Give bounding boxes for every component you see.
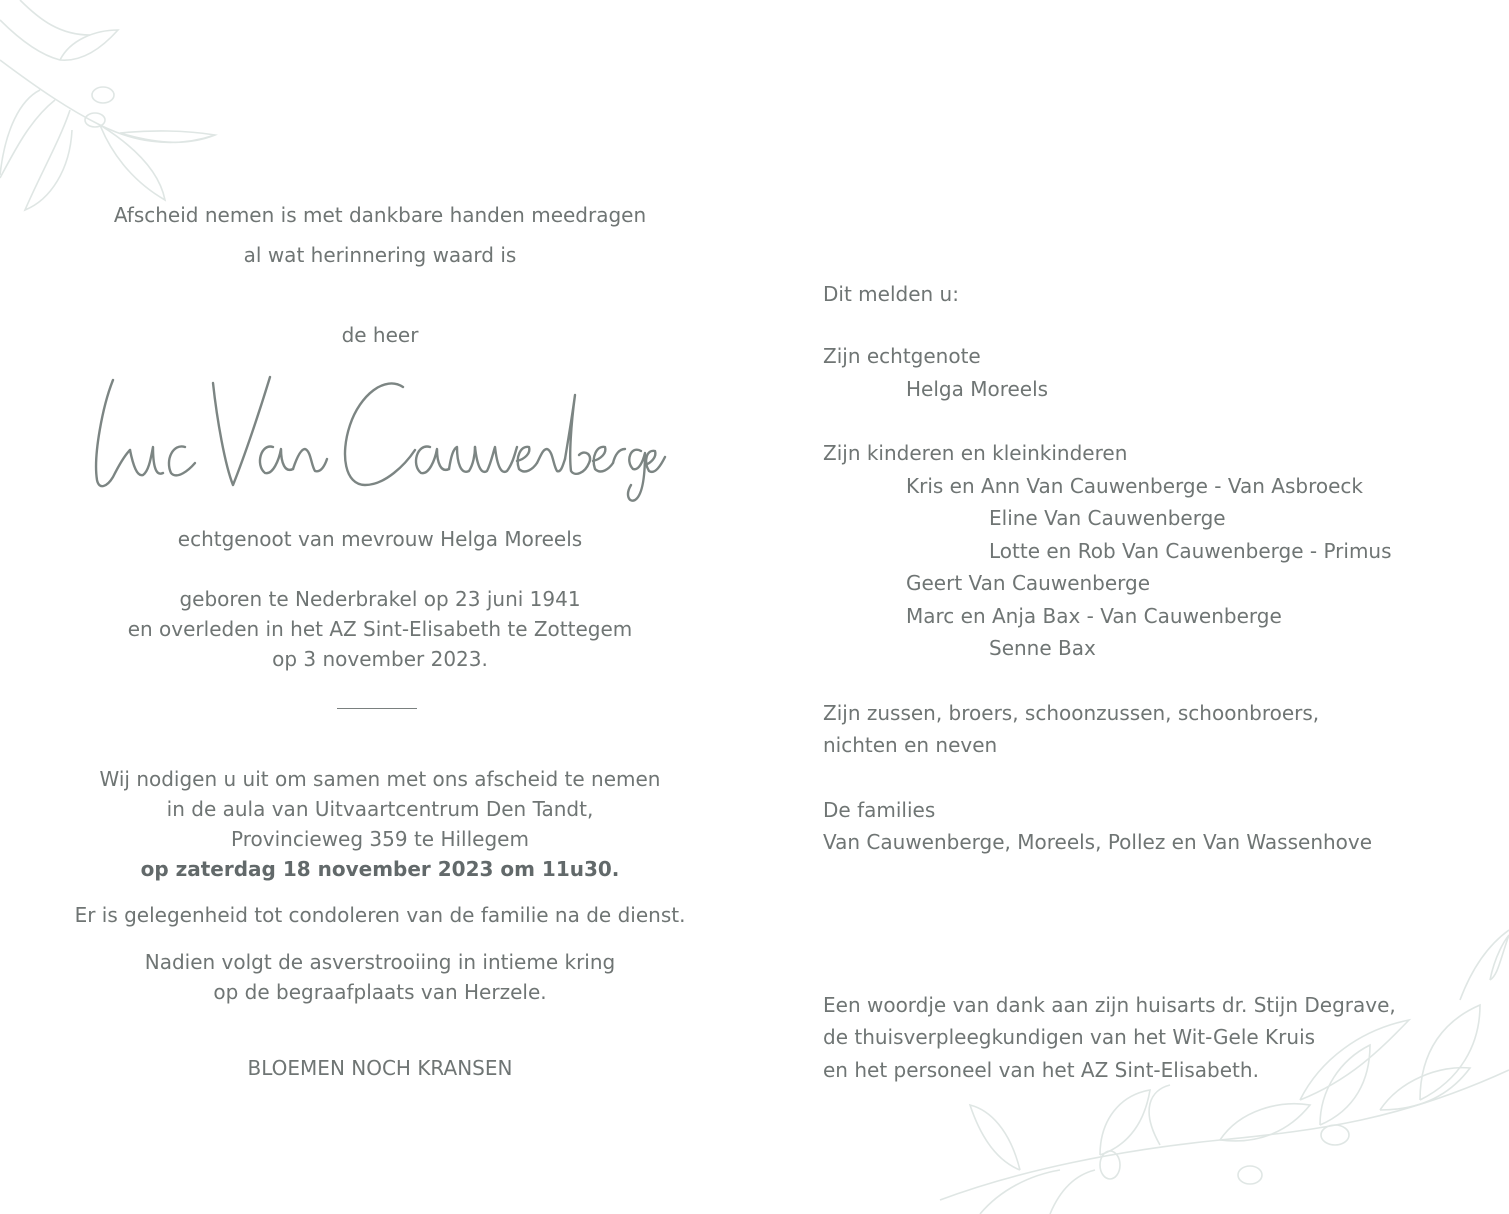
thanks-line-1: Een woordje van dank aan zijn huisarts dr. Stijn Degrave, [823,993,1396,1017]
quote-line-1: Afscheid nemen is met dankbare handen meedragen [113,203,647,227]
title-honorific: de heer [341,323,419,347]
family-line: Kris en Ann Van Cauwenberge - Van Asbroeck [906,474,1363,498]
died-line: en overleden in het AZ Sint-Elisabeth te Zottegem [127,617,633,641]
family-line: Senne Bax [989,636,1096,660]
deceased-name-signature [85,365,675,505]
children-heading: Zijn kinderen en kleinkinderen [823,441,1128,465]
spouse-name: Helga Moreels [906,377,1049,401]
families-names: Van Cauwenberge, Moreels, Pollez en Van Wassenhove [823,830,1373,854]
thanks-line-3: en het personeel van het AZ Sint-Elisabeth. [823,1058,1259,1082]
family-line: Marc en Anja Bax - Van Cauwenberge [906,604,1282,628]
flowers-notice: BLOEMEN NOCH KRANSEN [247,1056,513,1080]
thanks-line-2: de thuisverpleegkundigen van het Wit-Gele Kruis [823,1025,1316,1049]
ceremony-date-line: op zaterdag 18 november 2023 om 11u30. [140,857,620,881]
invite-line-2: in de aula van Uitvaartcentrum Den Tandt, [166,797,594,821]
invite-line-1: Wij nodigen u uit om samen met ons afscheid te nemen [99,767,661,791]
spouse-heading: Zijn echtgenote [823,344,981,368]
families-heading: De families [823,798,936,822]
invite-line-3: Provincieweg 359 te Hillegem [231,827,529,851]
scatter-line-1: Nadien volgt de asverstrooiing in intieme kring [144,950,616,974]
section-divider [337,708,417,709]
siblings-line-2: nichten en neven [823,733,998,757]
scatter-line-2: op de begraafplaats van Herzele. [213,980,547,1004]
died-date-line: op 3 november 2023. [272,647,488,671]
quote-line-2: al wat herinnering waard is [243,243,517,267]
family-line: Lotte en Rob Van Cauwenberge - Primus [989,539,1392,563]
condolence-line: Er is gelegenheid tot condoleren van de familie na de dienst. [74,903,686,927]
intro-line: Dit melden u: [823,282,959,306]
siblings-line-1: Zijn zussen, broers, schoonzussen, schoonbroers, [823,701,1320,725]
family-line: Geert Van Cauwenberge [906,571,1151,595]
family-line: Eline Van Cauwenberge [989,506,1226,530]
born-line: geboren te Nederbrakel op 23 juni 1941 [179,587,581,611]
spouse-line: echtgenoot van mevrouw Helga Moreels [177,527,583,551]
